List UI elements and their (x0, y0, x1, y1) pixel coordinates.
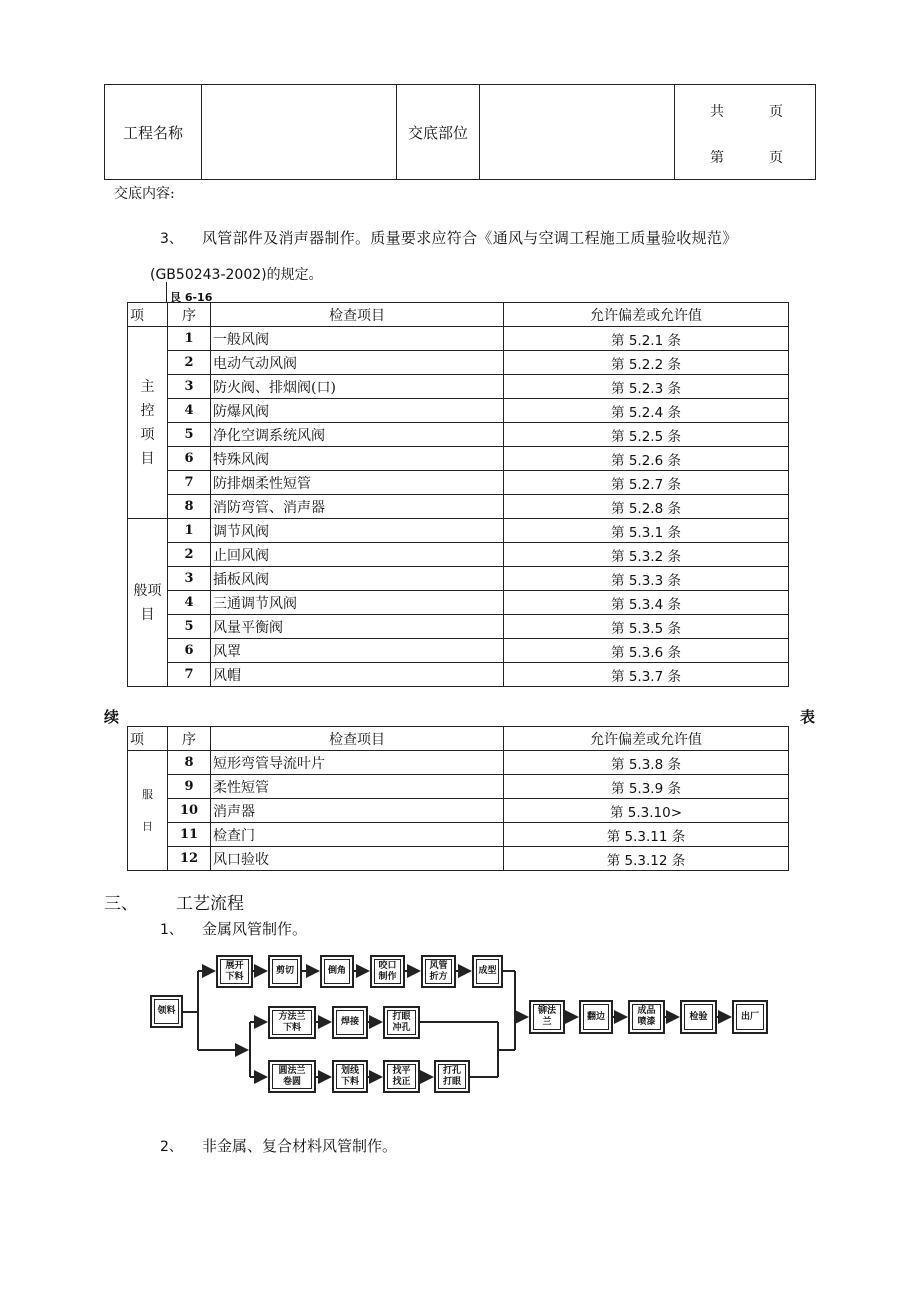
step1-text: 金属风管制作。 (202, 920, 308, 938)
table-row: 6 特殊风阀 第 5.2.6 条 (128, 447, 789, 471)
flow-box: 检验 (680, 1000, 717, 1034)
step2-number: 2、 (160, 1139, 183, 1155)
table-row: 8 消防弯管、消声器 第 5.2.8 条 (128, 495, 789, 519)
flow-box: 展开 下料 (216, 955, 253, 988)
table-row: 7 风帽 第 5.3.7 条 (128, 663, 789, 687)
flow-box: 剪切 (268, 955, 302, 988)
flow-box: 圆法兰 卷圆 (268, 1060, 316, 1093)
col-header-item: 检查项目 (211, 727, 504, 751)
step2-text: 非金属、复合材料风管制作。 (202, 1137, 398, 1155)
col-header-value: 允许偏差或允许值 (504, 303, 789, 327)
flow-box: 打孔 打眼 (434, 1060, 470, 1093)
handover-part-label: 交底部位 (397, 85, 480, 180)
table-row: 4 防爆风阀 第 5.2.4 条 (128, 399, 789, 423)
table-row: 5 净化空调系统风阀 第 5.2.5 条 (128, 423, 789, 447)
general-category: 般项 目 (128, 519, 168, 687)
col-header-category: 项 (128, 727, 168, 751)
table-row: 7 防排烟柔性短管 第 5.2.7 条 (128, 471, 789, 495)
table-row: 4 三通调节风阀 第 5.3.4 条 (128, 591, 789, 615)
continued-right: 表 (800, 708, 816, 726)
process-section-number: 三、 (104, 894, 138, 914)
table-row: 2 止回风阀 第 5.3.2 条 (128, 543, 789, 567)
flow-start-box: 领料 (150, 995, 183, 1028)
table-row: 服 日 8 短形弯管导流叶片 第 5.3.8 条 (128, 751, 789, 775)
flow-box: 成品 喷漆 (628, 1000, 665, 1034)
flow-box: 风管 折方 (421, 955, 456, 988)
col-header-no: 序 (168, 727, 211, 751)
section3-text: 风管部件及消声器制作。质量要求应符合《通风与空调工程施工质量验收规范》 (202, 229, 738, 247)
flow-box: 翻边 (579, 1000, 613, 1034)
table-row: 2 电动气动风阀 第 5.2.2 条 (128, 351, 789, 375)
col-header-no: 序 (168, 303, 211, 327)
project-name-label: 工程名称 (105, 85, 202, 180)
table-row: 11 检查门 第 5.3.11 条 (128, 823, 789, 847)
flow-box: 方法兰 下料 (268, 1006, 316, 1039)
main-control-category: 主 控 项 目 (128, 327, 168, 519)
table-row: 10 消声器 第 5.3.10> (128, 799, 789, 823)
flow-box: 焊接 (332, 1006, 368, 1039)
flow-box: 找平 找正 (383, 1060, 420, 1093)
step1-number: 1、 (160, 922, 183, 938)
continued-left: 续 (104, 708, 120, 726)
flow-box: 划线 下料 (332, 1060, 368, 1093)
table-row: 6 风罩 第 5.3.6 条 (128, 639, 789, 663)
table-row: 9 柔性短管 第 5.3.9 条 (128, 775, 789, 799)
flow-box: 倒角 (320, 955, 354, 988)
table-caption: 艮 6-16 (170, 291, 213, 304)
section3-number: 3、 (160, 231, 183, 247)
process-section-title: 工艺流程 (176, 894, 244, 914)
table-row: 3 插板风阀 第 5.3.3 条 (128, 567, 789, 591)
total-pages-suffix: 页 (769, 104, 783, 120)
col-header-category: 项 (128, 303, 168, 327)
flow-box: 打眼 冲孔 (383, 1006, 420, 1039)
page-suffix: 页 (769, 150, 783, 166)
col-header-value: 允许偏差或允许值 (504, 727, 789, 751)
table-row: 主 控 项 目 1 一般风阀 第 5.2.1 条 (128, 327, 789, 351)
flow-box: 成型 (472, 955, 503, 988)
table-row: 12 风口验收 第 5.3.12 条 (128, 847, 789, 871)
content-label: 交底内容: (114, 186, 175, 202)
flow-box: 出厂 (732, 1000, 768, 1034)
table-row: 5 风量平衡阀 第 5.3.5 条 (128, 615, 789, 639)
table-row: 3 防火阀、排烟阀(口) 第 5.2.3 条 (128, 375, 789, 399)
total-pages-prefix: 共 (710, 104, 724, 120)
section3-text2: (GB50243-2002)的规定。 (150, 267, 323, 283)
table-row: 般项 目 1 调节风阀 第 5.3.1 条 (128, 519, 789, 543)
flow-box: 铆法 兰 (529, 1000, 565, 1034)
page-prefix: 第 (710, 150, 724, 166)
flow-box: 咬口 制作 (370, 955, 405, 988)
col-header-item: 检查项目 (211, 303, 504, 327)
general-category-cont: 服 日 (128, 751, 168, 871)
